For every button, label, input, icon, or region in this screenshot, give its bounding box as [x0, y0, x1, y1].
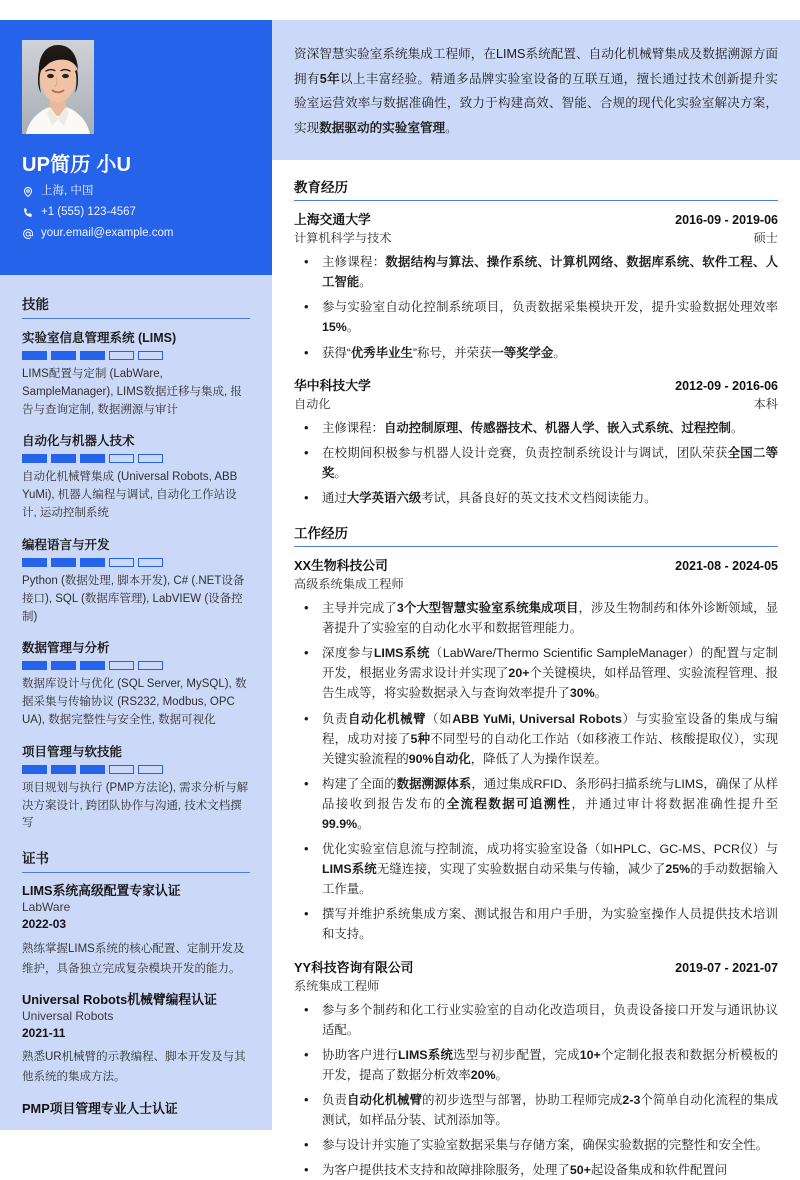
work-bullets [294, 1000, 778, 1180]
sidebar-body [0, 275, 272, 1117]
skill-level-bars [22, 454, 250, 463]
education-entry [294, 375, 778, 508]
skill-bar [80, 765, 105, 774]
skill-bar [51, 765, 76, 774]
contact-list [22, 186, 250, 240]
skill-bar [22, 558, 47, 567]
skill-bar [109, 351, 134, 360]
skill-description: 自动化机械臂集成 (Universal Robots, ABB YuMi), 机器人编程与调试, 自动化工作站设计, 运动控制系统 [22, 471, 238, 520]
bullet-item: • 为客户提供技术支持和故障排除服务，处理了50+起设备集成和软件配置问 [294, 1160, 778, 1180]
skill-item [22, 535, 250, 626]
main-column [272, 20, 800, 1178]
education-bullets [294, 418, 778, 508]
work-entry-subheader [294, 575, 778, 592]
skill-item [22, 742, 250, 833]
skill-bar [22, 765, 47, 774]
certificate-date: 2021-11 [22, 1025, 66, 1040]
certificate-name: LIMS系统高级配置专家认证 [22, 883, 181, 899]
skill-name: 编程语言与开发 [22, 537, 110, 552]
skill-bar [22, 351, 47, 360]
skill-bar [80, 661, 105, 670]
work-date: 2021-08 - 2024-05 [675, 559, 778, 574]
skill-description: Python (数据处理, 脚本开发), C# (.NET设备接口), SQL (数据库管理), LabVIEW (设备控制) [22, 574, 245, 623]
work-company: YY科技咨询有限公司 [294, 959, 414, 975]
bullet-item: • 撰写并维护系统集成方案、测试报告和用户手册，为实验室操作人员提供技术培训和支持。 [294, 904, 778, 944]
certificate-description: 熟练掌握LIMS系统的核心配置、定制开发及维护，具备独立完成复杂模块开发的能力。 [22, 942, 245, 975]
education-entry-header [294, 375, 778, 394]
at-email-icon [22, 228, 34, 240]
skill-bar [138, 351, 163, 360]
work-role: 高级系统集成工程师 [294, 577, 404, 592]
skill-bar [51, 661, 76, 670]
contact-location-text: 上海, 中国 [41, 185, 94, 198]
skill-description: 项目规划与执行 (PMP方法论), 需求分析与解决方案设计, 跨团队协作与沟通, 技术文档撰写 [22, 781, 249, 830]
education-major: 计算机科学与技术 [294, 231, 392, 246]
bullet-item: • 优化实验室信息流与控制流，成功将实验室设备（如HPLC、GC-MS、PCR仪）与LIMS系统无缝连接，实现了实验数据自动采集与传输，减少了25%的手动数据输入工作量。 [294, 839, 778, 899]
certificate-date: 2022-03 [22, 917, 67, 932]
skill-bar [51, 454, 76, 463]
certs-section-title: 证书 [22, 847, 250, 873]
skill-level-bars [22, 765, 250, 774]
avatar [22, 40, 94, 134]
work-entry [294, 555, 778, 945]
work-company: XX生物科技公司 [294, 558, 388, 574]
contact-email[interactable] [22, 228, 250, 240]
certificate-org: LabWare [22, 900, 71, 915]
certificate-name: Universal Robots机械臂编程认证 [22, 991, 217, 1007]
skill-bar [80, 454, 105, 463]
person-name: UP简历 小U [22, 154, 132, 176]
bullet-item: • 负责自动化机械臂的初步选型与部署，协助工程师完成2-3个简单自动化流程的集成测试，如样品分装、试剂添加等。 [294, 1090, 778, 1130]
education-degree: 本科 [753, 396, 778, 411]
bullet-item: • 负责自动化机械臂（如ABB YuMi, Universal Robots）与实验室设备的集成与编程，成功对接了5种不同型号的自动化工作站（如移液工作站、核酸提取仪），实现关键实验流程的90%自动化，降低了人为操作误差。 [294, 709, 778, 769]
work-role: 系统集成工程师 [294, 978, 380, 993]
education-entry-subheader [294, 229, 778, 246]
bullet-item: • 构建了全面的数据溯源体系，通过集成RFID、条形码扫描系统与LIMS，确保了从样品接收到报告发布的全流程数据可追溯性，并通过审计将数据准确性提升至99.9%。 [294, 774, 778, 834]
phone-icon [22, 207, 34, 219]
bullet-item: • 获得“优秀毕业生”称号，并荣获一等奖学金。 [294, 343, 778, 363]
skill-bar [22, 454, 47, 463]
skill-bar [109, 558, 134, 567]
bullet-item: • 主修课程：自动控制原理、传感器技术、机器人学、嵌入式系统、过程控制。 [294, 418, 778, 438]
education-entry [294, 209, 778, 362]
skill-bar [109, 454, 134, 463]
skill-name: 自动化与机器人技术 [22, 434, 135, 449]
contact-email-text: your.email@example.com [41, 227, 174, 240]
location-pin-icon [22, 186, 34, 198]
education-major: 自动化 [294, 396, 331, 411]
work-entry-header [294, 555, 778, 574]
main-body [272, 160, 800, 1180]
education-school: 上海交通大学 [294, 212, 371, 228]
contact-location[interactable] [22, 186, 250, 198]
skill-bar [22, 661, 47, 670]
work-date: 2019-07 - 2021-07 [675, 960, 778, 975]
work-entry-subheader [294, 977, 778, 994]
education-date: 2016-09 - 2019-06 [675, 213, 778, 228]
sidebar [0, 20, 272, 1130]
skill-bar [138, 558, 163, 567]
skill-bar [51, 558, 76, 567]
education-entry-subheader [294, 395, 778, 412]
skill-name: 项目管理与软技能 [22, 744, 123, 759]
certificate-item [22, 1100, 250, 1117]
certificate-item [22, 991, 250, 1088]
work-entry [294, 957, 778, 1180]
education-date: 2012-09 - 2016-06 [675, 378, 778, 393]
bullet-item: • 在校期间积极参与机器人设计竞赛，负责控制系统设计与调试，团队荣获全国二等奖。 [294, 443, 778, 483]
contact-phone-text: +1 (555) 123-4567 [41, 206, 136, 219]
bullet-item: • 深度参与LIMS系统（LabWare/Thermo Scientific SampleManager）的配置与定制开发，根据业务需求设计并实现了20+个关键模块，如样品管理、实验流程管理、报告生成等，将实验数据录入与查询效率提升了30%。 [294, 643, 778, 703]
skill-bar [51, 351, 76, 360]
education-degree: 硕士 [753, 231, 778, 246]
skill-level-bars [22, 558, 250, 567]
skills-section-title: 技能 [22, 293, 250, 319]
bullet-item: • 参与多个制药和化工行业实验室的自动化改造项目，负责设备接口开发与通讯协议适配。 [294, 1000, 778, 1040]
skill-bar [80, 558, 105, 567]
bullet-item: • 参与设计并实施了实验室数据采集与存储方案，确保实验数据的完整性和安全性。 [294, 1135, 778, 1155]
bullet-item: • 主导并完成了3个大型智慧实验室系统集成项目，涉及生物制药和体外诊断领域，显著提升了实验室的自动化水平和数据管理能力。 [294, 598, 778, 638]
skill-bar [109, 661, 134, 670]
certificate-description: 熟悉UR机械臂的示教编程、脚本开发及与其他系统的集成方法。 [22, 1051, 246, 1084]
education-school: 华中科技大学 [294, 377, 371, 393]
certificate-org: Universal Robots [22, 1009, 114, 1024]
skill-name: 实验室信息管理系统 (LIMS) [22, 331, 177, 345]
education-bullets [294, 252, 778, 362]
skill-level-bars [22, 351, 250, 360]
contact-phone[interactable] [22, 207, 250, 219]
skill-description: 数据库设计与优化 (SQL Server, MySQL), 数据采集与传输协议 (RS232, Modbus, OPC UA), 数据完整性与安全性, 数据可视化 [22, 678, 247, 726]
skill-bar [80, 351, 105, 360]
skill-bar [109, 765, 134, 774]
education-section-title: 教育经历 [294, 176, 778, 201]
skill-item [22, 638, 250, 729]
work-bullets [294, 598, 778, 945]
work-entry-header [294, 957, 778, 976]
education-entry-header [294, 209, 778, 228]
skill-name: 数据管理与分析 [22, 641, 110, 656]
skill-level-bars [22, 661, 250, 670]
skill-item [22, 328, 250, 419]
bullet-item: • 主修课程：数据结构与算法、操作系统、计算机网络、数据库系统、软件工程、人工智能。 [294, 252, 778, 292]
skill-bar [138, 661, 163, 670]
bullet-item: • 参与实验室自动化控制系统项目，负责数据采集模块开发，提升实验数据处理效率15%。 [294, 297, 778, 337]
certificate-item [22, 882, 250, 979]
skill-bar [138, 454, 163, 463]
sidebar-header [0, 20, 272, 275]
work-section-title: 工作经历 [294, 522, 778, 547]
skill-bar [138, 765, 163, 774]
skill-item [22, 431, 250, 522]
certificate-name: PMP项目管理专业人士认证 [22, 1100, 178, 1116]
skill-description: LIMS配置与定制 (LabWare, SampleManager), LIMS数据迁移与集成, 报告与查询定制, 数据溯源与审计 [22, 368, 242, 416]
bullet-item: • 通过大学英语六级考试，具备良好的英文技术文档阅读能力。 [294, 488, 778, 508]
professional-summary: 资深智慧实验室系统集成工程师，在LIMS系统配置、自动化机械臂集成及数据溯源方面拥有5年以上丰富经验。精通多品牌实验室设备的互联互通，擅长通过技术创新提升实验室运营效率与数据准确性，致力于构建高效、智能、合规的现代化实验室解决方案，实现数据驱动的实验室管理。 [272, 20, 800, 160]
bullet-item: • 协助客户进行LIMS系统选型与初步配置，完成10+个定制化报表和数据分析模板的开发，提高了数据分析效率20%。 [294, 1045, 778, 1085]
